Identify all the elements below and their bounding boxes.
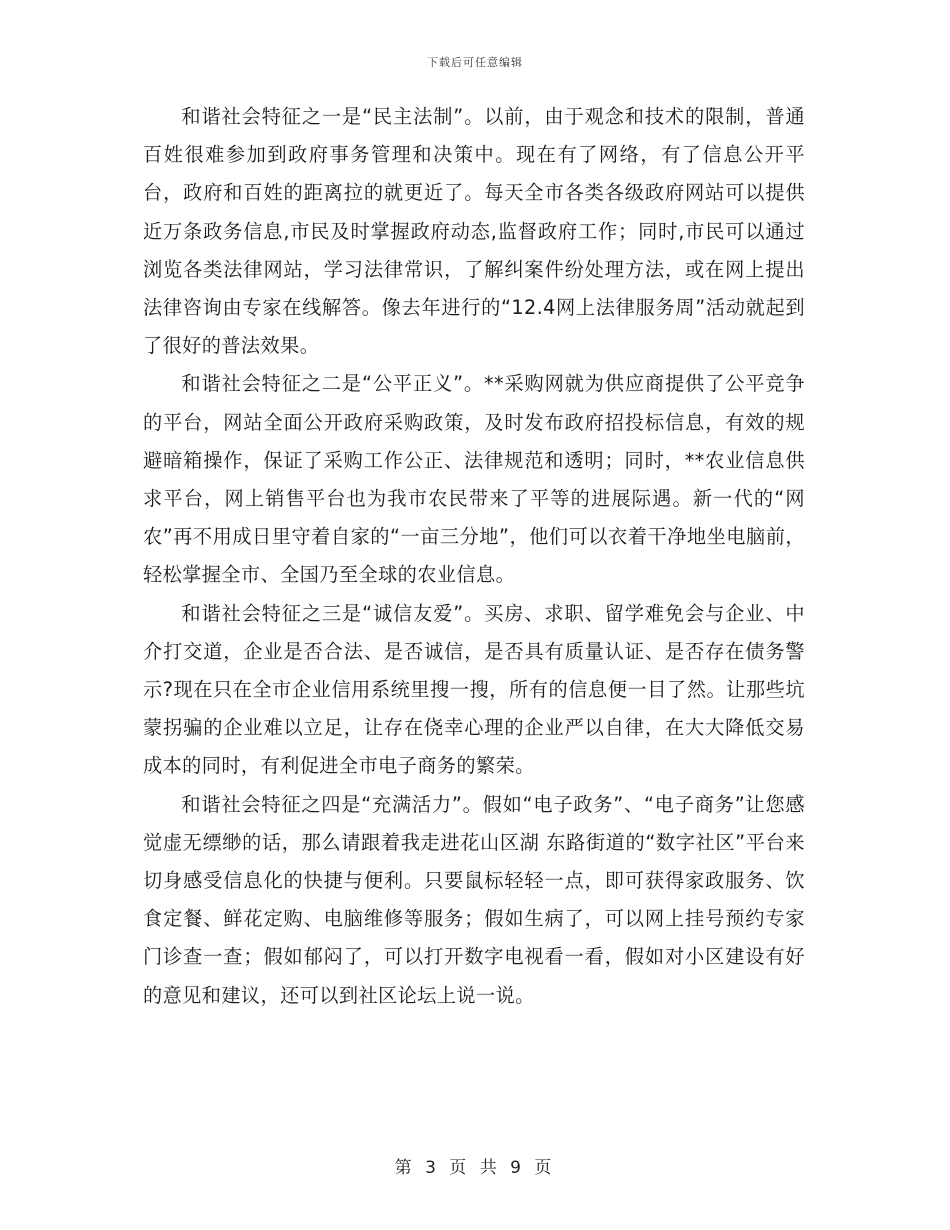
paragraph-4: 和谐社会特征之四是“充满活力”。假如“电子政务”、“电子商务”让您感觉虚无缥缈的话，那么请跟着我走进花山区湖 东路街道的“数字社区”平台来切身感受信息化的快捷与便利。只要鼠标轻轻一点，即可获得家政服务、饮食定餐、鲜花定购、电脑维修等服务；假如生病了，可以网上挂号预约专家门诊查一查；假如郁闷了，可以打开数字电视看一看，假如对小区建设有好的意见和建议，还可以到社区论坛上说一说。 [143, 792, 805, 1007]
document-body [143, 98, 805, 1015]
paragraph-2: 和谐社会特征之二是“公平正义”。**采购网就为供应商提供了公平竞争的平台，网站全面公开政府采购政策，及时发布政府招投标信息，有效的规避暗箱操作，保证了采购工作公正、法律规范和透明；同时，**农业信息供求平台，网上销售平台也为我市农民带来了平等的进展际遇。新一代的“网农”再不用成日里守着自家的“一亩三分地”，他们可以衣着干净地坐电脑前，轻松掌握全市、全国乃至全球的农业信息。 [143, 372, 805, 587]
header-note: 下载后可任意编辑 [427, 56, 523, 69]
paragraph-3: 和谐社会特征之三是“诚信友爱”。买房、求职、留学难免会与企业、中介打交道，企业是否合法、是否诚信，是否具有质量认证、是否存在债务警示?现在只在全市企业信用系统里搜一搜，所有的信息便一目了然。让那些坑蒙拐骗的企业难以立足，让存在侥幸心理的企业严以自律，在大大降低交易成本的同时，有利促进全市电子商务的繁荣。 [143, 601, 805, 778]
page-number: 第 3 页 共 9 页 [394, 1158, 556, 1178]
paragraph-1: 和谐社会特征之一是“民主法制”。以前，由于观念和技术的限制，普通百姓很难参加到政府事务管理和决策中。现在有了网络，有了信息公开平台，政府和百姓的距离拉的就更近了。每天全市各类各级政府网站可以提供近万条政务信息,市民及时掌握政府动态,监督政府工作；同时,市民可以通过浏览各类法律网站，学习法律常识，了解纠案件纷处理方法，或在网上提出法律咨询由专家在线解答。像去年进行的“12.4网上法律服务周”活动就起到了很好的普法效果。 [143, 105, 805, 358]
